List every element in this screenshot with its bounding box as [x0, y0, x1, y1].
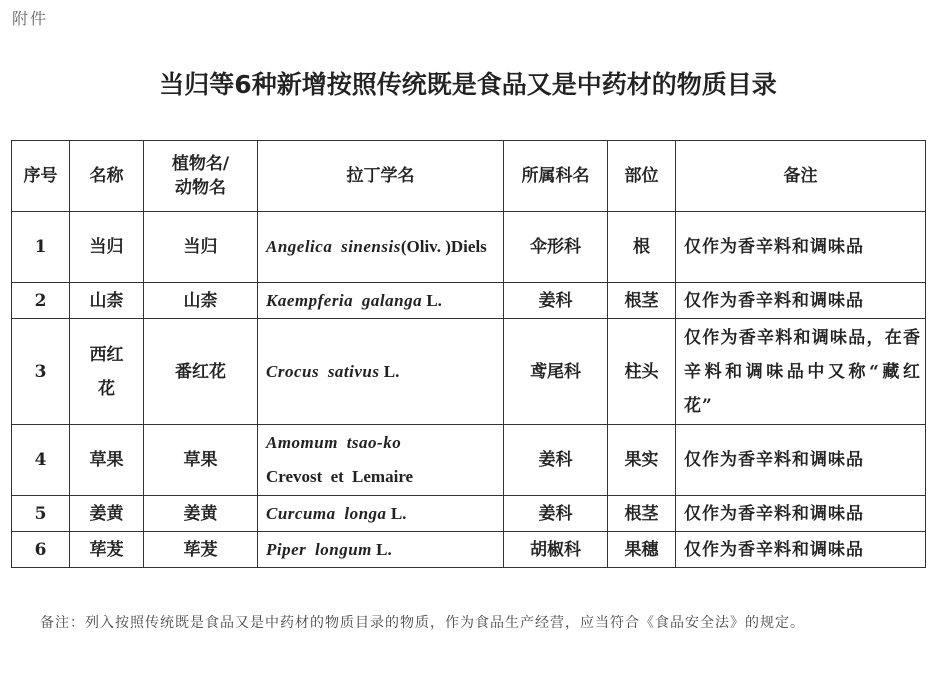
cell-note: 仅作为香辛料和调味品 — [676, 212, 926, 283]
latin-roman: (Oliv. )Diels — [400, 237, 487, 256]
cell-plant: 姜黄 — [144, 496, 258, 532]
header-plant-line1: 植物名/ — [171, 154, 230, 174]
latin-roman: L. — [383, 361, 400, 381]
cell-seq: 5 — [12, 496, 70, 532]
latin-roman: Crevost et Lemaire — [266, 467, 414, 486]
cell-latin — [258, 425, 504, 496]
table-row — [12, 532, 926, 568]
cell-seq: 1 — [12, 212, 70, 283]
cell-name: 山柰 — [70, 283, 144, 319]
latin-roman: L. — [376, 539, 392, 559]
cell-note: 仅作为香辛料和调味品 — [676, 496, 926, 532]
latin-italic: Piper longum — [266, 539, 372, 559]
cell-latin — [258, 496, 504, 532]
cell-family: 胡椒科 — [504, 532, 608, 568]
latin-italic: Curcuma longa — [266, 503, 387, 523]
latin-roman: L. — [390, 503, 407, 523]
header-plant-line2: 动物名 — [175, 178, 226, 198]
footnote: 备注：列入按照传统既是食品又是中药材的物质目录的物质，作为食品生产经营，应当符合《食品安全法》的规定。 — [40, 615, 805, 631]
table-row — [12, 319, 926, 425]
cell-family: 姜科 — [504, 425, 608, 496]
cell-seq: 4 — [12, 425, 70, 496]
latin-italic: Kaempferia galanga — [266, 290, 423, 310]
cell-plant: 草果 — [144, 425, 258, 496]
cell-name — [70, 319, 144, 425]
cell-family: 姜科 — [504, 283, 608, 319]
cell-name-line1: 西红 — [89, 344, 124, 365]
cell-plant: 山柰 — [144, 283, 258, 319]
cell-seq: 6 — [12, 532, 70, 568]
header-family: 所属科名 — [504, 141, 608, 212]
header-note: 备注 — [676, 141, 926, 212]
latin-italic: Angelica sinensis — [266, 237, 401, 256]
cell-note: 仅作为香辛料和调味品 — [676, 425, 926, 496]
cell-latin — [258, 283, 504, 319]
cell-latin — [258, 319, 504, 425]
cell-note: 仅作为香辛料和调味品 — [676, 532, 926, 568]
cell-plant: 荜茇 — [144, 532, 258, 568]
latin-roman: L. — [426, 290, 442, 310]
cell-part: 果实 — [608, 425, 676, 496]
cell-plant: 番红花 — [144, 319, 258, 425]
header-name: 名称 — [70, 141, 144, 212]
cell-family: 姜科 — [504, 496, 608, 532]
cell-part: 根茎 — [608, 496, 676, 532]
cell-latin — [258, 532, 504, 568]
table-row — [12, 283, 926, 319]
substance-table — [11, 140, 926, 568]
table-row — [12, 425, 926, 496]
cell-name: 姜黄 — [70, 496, 144, 532]
header-plant — [144, 141, 258, 212]
cell-seq: 2 — [12, 283, 70, 319]
cell-latin — [258, 212, 504, 283]
cell-plant: 当归 — [144, 212, 258, 283]
header-part: 部位 — [608, 141, 676, 212]
latin-italic: Amomum tsao-ko — [266, 433, 402, 452]
cell-part: 柱头 — [608, 319, 676, 425]
cell-family: 鸢尾科 — [504, 319, 608, 425]
cell-note: 仅作为香辛料和调味品，在香辛料和调味品中又称“藏红花” — [676, 319, 926, 425]
cell-part: 根茎 — [608, 283, 676, 319]
table-header-row — [12, 141, 926, 212]
cell-seq: 3 — [12, 319, 70, 425]
cell-name: 荜茇 — [70, 532, 144, 568]
cell-family: 伞形科 — [504, 212, 608, 283]
latin-italic: Crocus sativus — [266, 361, 380, 381]
table-row — [12, 212, 926, 283]
cell-part: 果穗 — [608, 532, 676, 568]
cell-part: 根 — [608, 212, 676, 283]
header-latin: 拉丁学名 — [258, 141, 504, 212]
cell-name-line2: 花 — [98, 378, 115, 399]
cell-name: 当归 — [70, 212, 144, 283]
page-title: 当归等6种新增按照传统既是食品又是中药材的物质目录 — [159, 70, 777, 99]
attachment-label: 附件 — [12, 9, 49, 28]
header-seq: 序号 — [12, 141, 70, 212]
table-row — [12, 496, 926, 532]
cell-note: 仅作为香辛料和调味品 — [676, 283, 926, 319]
cell-name: 草果 — [70, 425, 144, 496]
